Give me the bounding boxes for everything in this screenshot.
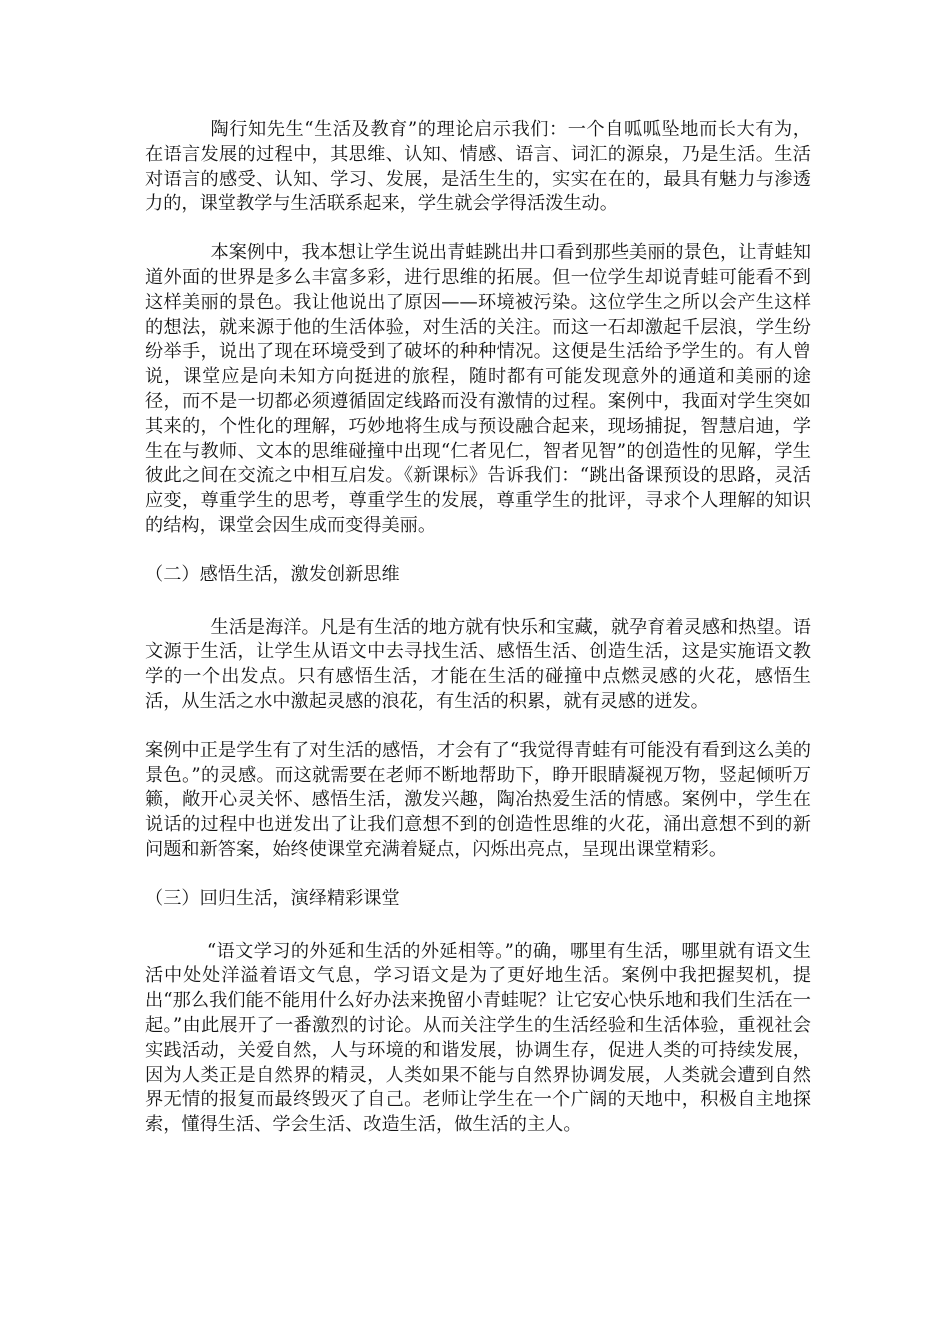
section-heading-2: （二）感悟生活，激发创新思维 (145, 563, 400, 585)
document-body (145, 118, 811, 1162)
paragraph-tao-xingzhi: 陶行知先生“生活及教育”的理论启示我们：一个自呱呱坠地而长大有为，在语言发展的过程中，其思维、认知、情感、语言、词汇的源泉，乃是生活。生活对语言的感受、认知、学习、发展，是活生生的，实实在在的，最具有魅力与渗透力的，课堂教学与生活联系起来，学生就会学得活泼生动。 (145, 119, 811, 215)
paragraph-case-analysis: 本案例中，我本想让学生说出青蛙跳出井口看到那些美丽的景色，让青蛙知道外面的世界是多么丰富多彩，进行思维的拓展。但一位学生却说青蛙可能看不到这样美丽的景色。我让他说出了原因——环境被污染。这位学生之所以会产生这样的想法，就来源于他的生活体验，对生活的关注。而这一石却激起千层浪，学生纷纷举手，说出了现在环境受到了破坏的种种情况。这便是生活给予学生的。有人曾说，课堂应是向未知方向挺进的旅程，随时都有可能发现意外的通道和美丽的途径，而不是一切都必须遵循固定线路而没有激情的过程。案例中，我面对学生突如其来的，个性化的理解，巧妙地将生成与预设融合起来，现场捕捉，智慧启迪，学生在与教师、文本的思维碰撞中出现“仁者见仁，智者见智”的创造性的见解，学生彼此之间在交流之中相互启发。《新课标》告诉我们：“跳出备课预设的思路，灵活应变，尊重学生的思考，尊重学生的发展，尊重学生的批评，寻求个人理解的知识的结构，课堂会因生成而变得美丽。 (145, 242, 811, 536)
paragraph-life-ocean: 生活是海洋。凡是有生活的地方就有快乐和宝藏，就孕育着灵感和热望。语文源于生活，让学生从语文中去寻找生活、感悟生活、创造生活，这是实施语文教学的一个出发点。只有感悟生活，才能在生活的碰撞中点燃灵感的火花，感悟生活，从生活之水中激起灵感的浪花，有生活的积累，就有灵感的迸发。 (145, 616, 811, 712)
section-heading-3: （三）回归生活，演绎精彩课堂 (145, 887, 400, 909)
paragraph-return-to-life: “语文学习的外延和生活的外延相等。”的确，哪里有生活，哪里就有语文生活中处处洋溢着语文气息，学习语文是为了更好地生活。案例中我把握契机，提出“那么我们能不能用什么好办法来挽留小青蛙呢？让它安心快乐地和我们生活在一起。”由此展开了一番激烈的讨论。从而关注学生的生活经验和生活体验，重视社会实践活动，关爱自然，人与环境的和谐发展，协调生存，促进人类的可持续发展，因为人类正是自然界的精灵，人类如果不能与自然界协调发展，人类就会遭到自然界无情的报复而最终毁灭了自己。老师让学生在一个广阔的天地中，积极自主地探索，懂得生活、学会生活、改造生活，做生活的主人。 (145, 940, 811, 1136)
paragraph-case-inspiration: 案例中正是学生有了对生活的感悟，才会有了“我觉得青蛙有可能没有看到这么美的景色。”的灵感。而这就需要在老师不断地帮助下，睁开眼睛凝视万物，竖起倾听万籁，敞开心灵关怀、感悟生活，激发兴趣，陶冶热爱生活的情感。案例中，学生在说话的过程中也迸发出了让我们意想不到的创造性思维的火花，涌出意想不到的新问题和新答案，始终使课堂充满着疑点，闪烁出亮点，呈现出课堂精彩。 (145, 739, 811, 860)
